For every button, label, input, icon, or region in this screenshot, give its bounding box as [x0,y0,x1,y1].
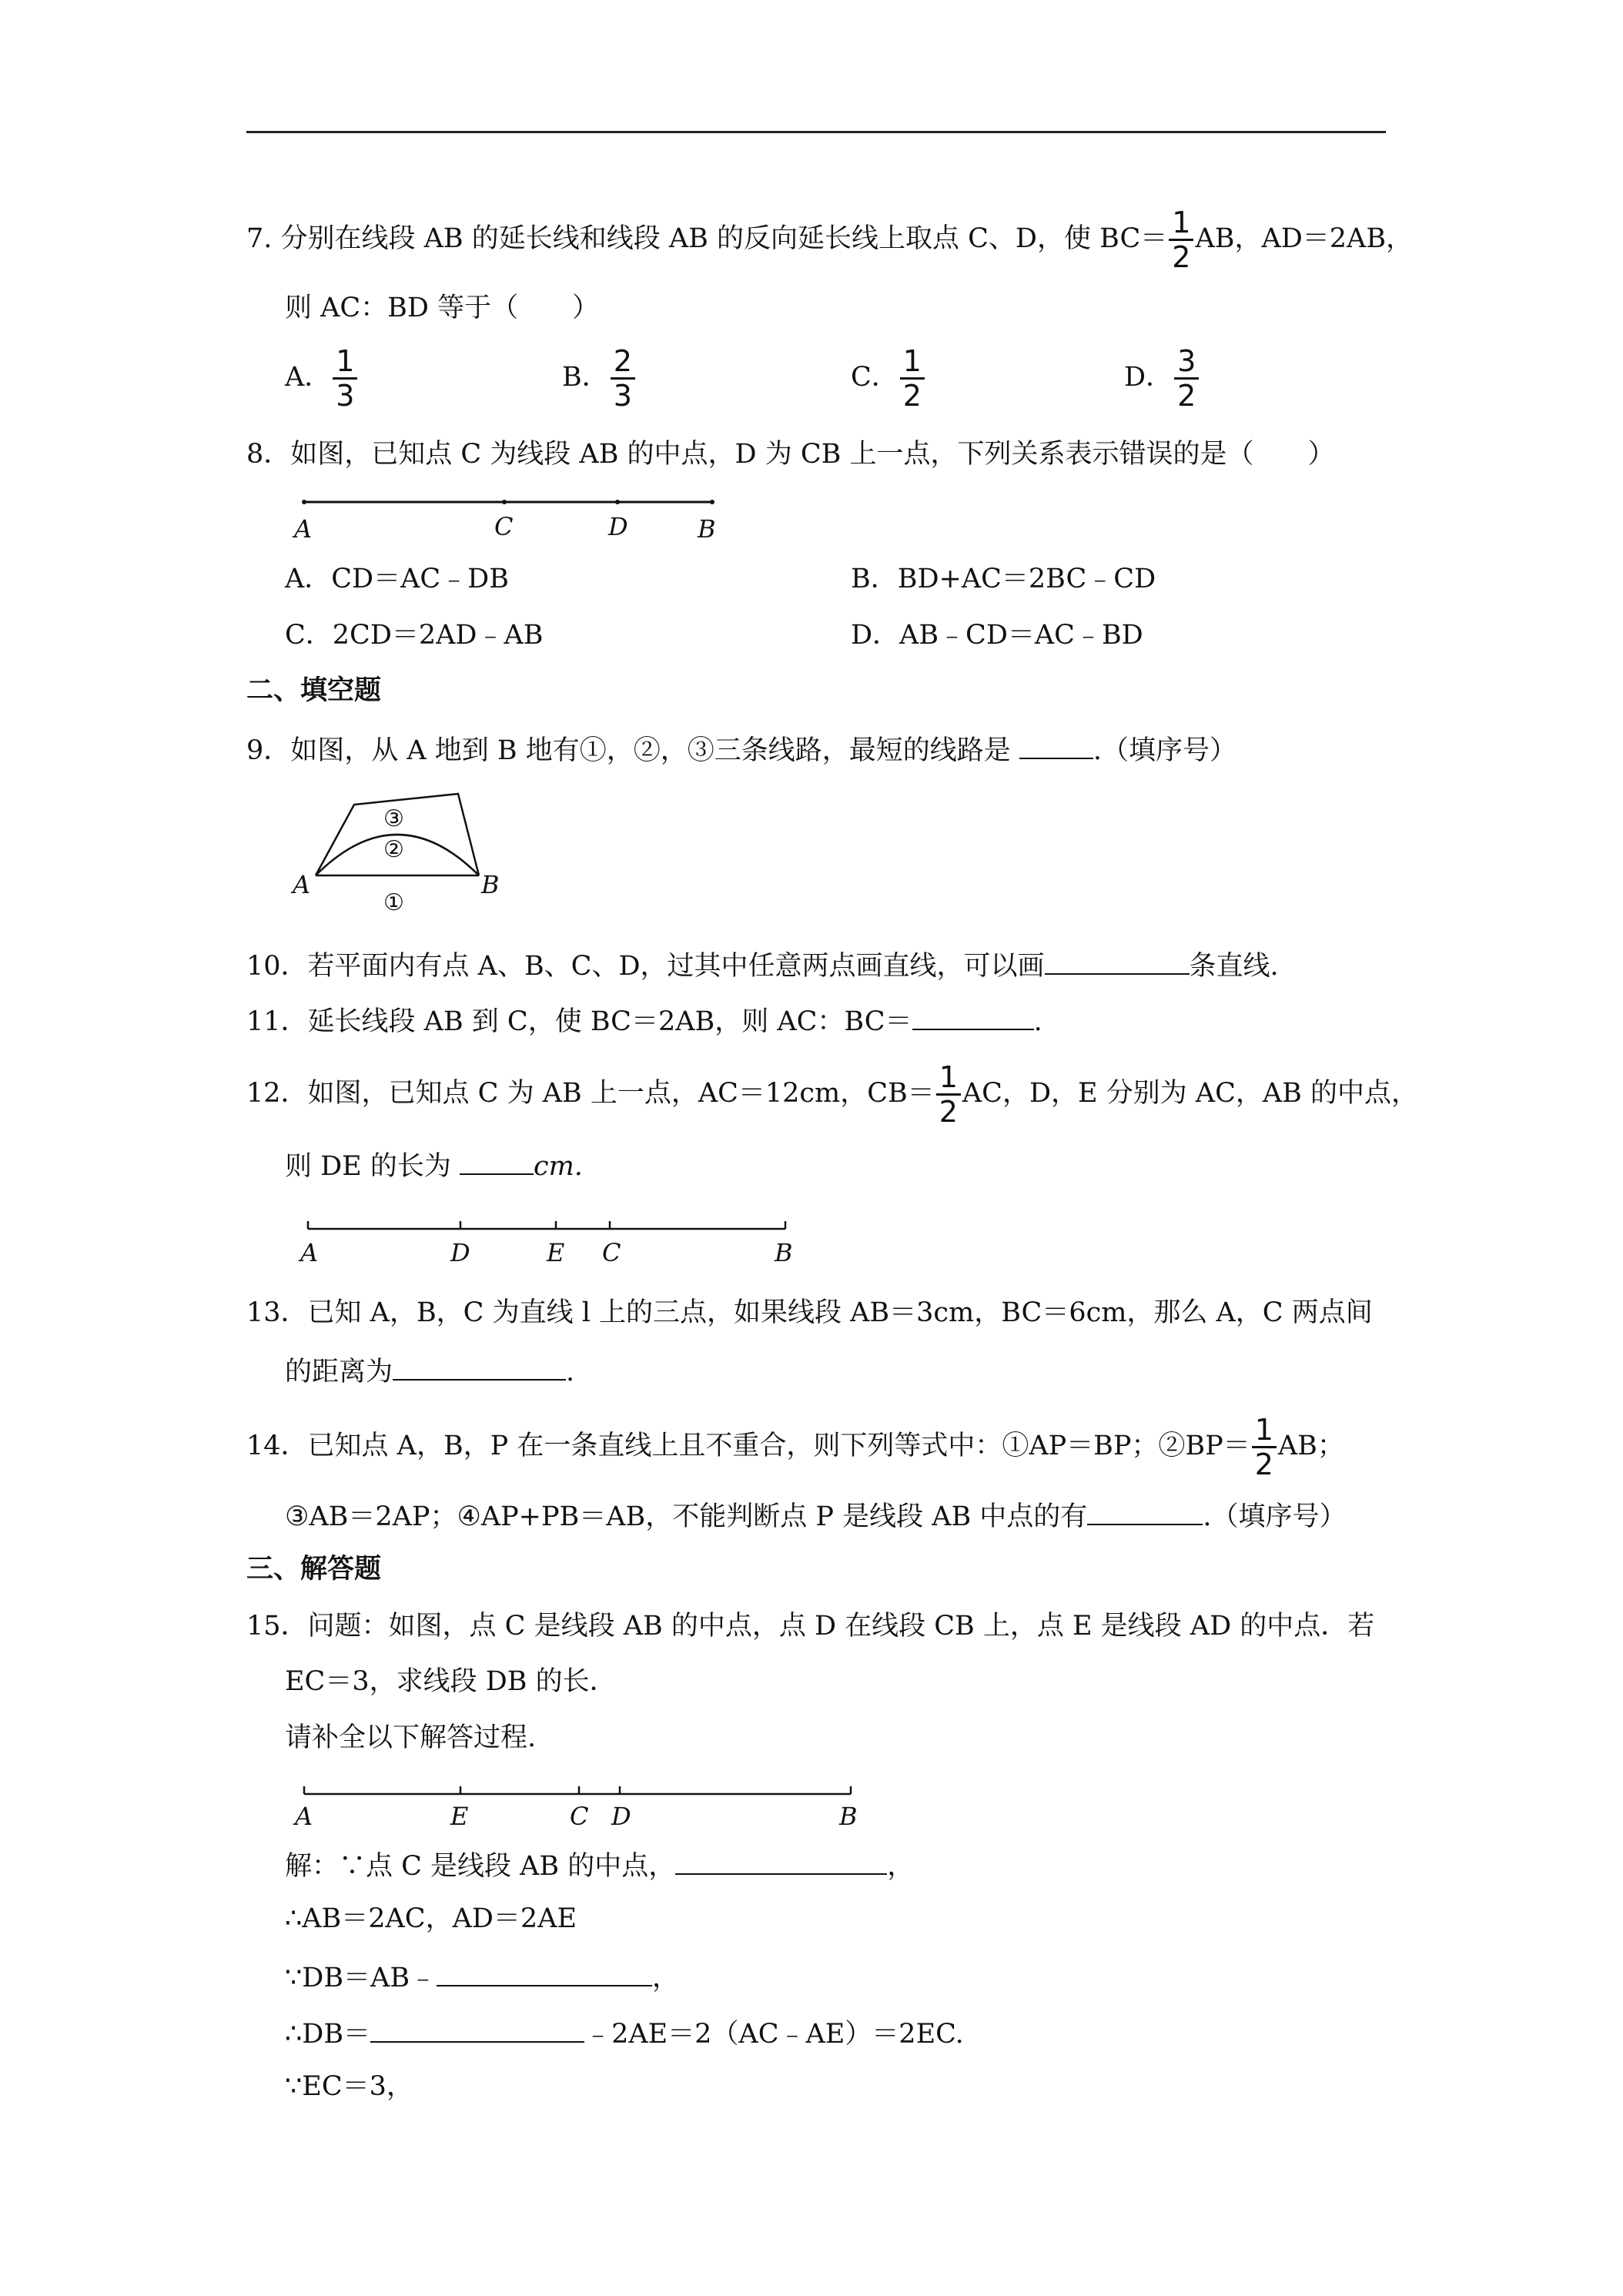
q15-segment-figure [293,1779,862,1832]
q8-label-d: D [608,512,628,541]
route-1-label: ① [383,889,404,916]
q7-line2: 则 AC：BD 等于（ ） [285,293,600,323]
q15-label-a: A [295,1802,313,1831]
q9-routes-figure [293,789,524,924]
q8-label-c: C [494,512,514,541]
q12-label-b: B [775,1238,793,1267]
q15-label-c: C [570,1802,589,1831]
q15-line2: EC＝3，求线段 DB 的长． [285,1666,617,1697]
q15-label-d: D [611,1802,631,1831]
q15-line3: 请补全以下解答过程. [285,1722,537,1753]
q8-option-d: D．AB﹣CD＝AC﹣BD [851,620,1143,651]
section-answer-heading: 三、解答题 [246,1553,382,1585]
q9-label-b: B [481,870,500,899]
q15-solution-4: ∴DB＝ ﹣2AE＝2（AC﹣AE）＝2EC. [285,2013,964,2051]
q15-label-e: E [450,1802,469,1831]
q14-line2: ③AB＝2AP；④AP+PB＝AB，不能判断点 P 是线段 AB 中点的有 .（填序号） [285,1496,1346,1534]
q15-label-b: B [839,1802,858,1831]
q7-option-c: C． $\frac{1}{2}$ [851,346,926,410]
q12-line1: 12．如图，已知点 C 为 AB 上一点，AC＝12cm，CB＝ $\frac{1}{2}$ AC，D，E 分别为 AC，AB 的中点， [246,1060,1418,1129]
q8-option-c: C．2CD＝2AD﹣AB [285,620,544,651]
q15-solution-1: 解：∵点 C 是线段 AB 的中点， ， [285,1846,914,1883]
q8-label-a: A [294,514,313,544]
q15-solution-5: ∵EC＝3， [285,2071,413,2102]
q8-segment-figure [293,493,724,547]
q12-segment-figure [300,1215,808,1269]
q12-fraction: $\frac{1}{2}$ [936,1063,961,1126]
q8-label-b: B [698,514,716,544]
q15-line1: 15．问题：如图，点 C 是线段 AB 的中点，点 D 在线段 CB 上，点 E 是线段 AD 的中点．若 [246,1611,1375,1642]
q11-stem: 11．延长线段 AB 到 C，使 BC＝2AB，则 AC：BC＝ . [246,1001,1042,1039]
q12-label-d: D [450,1238,470,1267]
q8-option-a: A．CD＝AC﹣DB [285,564,509,594]
q15-solution-3: ∵DB＝AB﹣ ， [285,1957,679,1995]
q7-option-b: B． $\frac{2}{3}$ [562,346,637,410]
q7-option-a: A． $\frac{1}{3}$ [285,346,359,410]
q14-line1: 14．已知点 A，B，P 在一条直线上且不重合，则下列等式中：①AP＝BP；②BP＝ $\frac{1}{2}$ AB； [246,1413,1344,1481]
q8-stem: 8．如图，已知点 C 为线段 AB 的中点，D 为 CB 上一点，下列关系表示错误的是（ ） [246,439,1335,470]
q9-stem: 9．如图，从 A 地到 B 地有①，②，③三条线路，最短的线路是 .（填序号） [246,730,1236,768]
route-3-label: ③ [383,805,404,832]
q7-fraction: $\frac{1}{2}$ [1169,208,1193,272]
route-2-label: ② [383,836,404,863]
q8-option-b: B．BD+AC＝2BC﹣CD [851,564,1156,594]
q7-line1: 7. 分别在线段 AB 的延长线和线段 AB 的反向延长线上取点 C、D，使 BC＝ $\frac{1}{2}$ AB，AD＝2AB， [246,206,1414,274]
q13-line1: 13．已知 A，B，C 为直线 l 上的三点，如果线段 AB＝3cm，BC＝6cm，那么 A，C 两点间 [246,1297,1373,1328]
q12-label-e: E [547,1238,565,1267]
q12-line2: 则 DE 的长为 cm. [285,1146,583,1183]
q12-label-a: A [300,1238,319,1267]
q14-fraction: $\frac{1}{2}$ [1252,1415,1277,1479]
q15-solution-2: ∴AB＝2AC，AD＝2AE [285,1903,577,1934]
q13-line2: 的距离为 . [285,1351,574,1389]
q12-label-c: C [602,1238,621,1267]
section-fill-in-heading: 二、填空题 [246,674,382,706]
q10-stem: 10．若平面内有点 A、B、C、D，过其中任意两点画直线，可以画 条直线. [246,946,1279,983]
header-rule [246,131,1386,133]
q7-option-d: D． $\frac{3}{2}$ [1124,346,1200,410]
q9-label-a: A [293,870,311,899]
